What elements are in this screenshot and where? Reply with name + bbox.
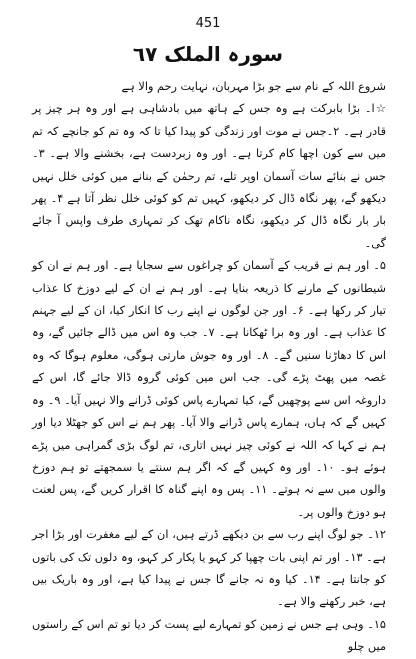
paragraph-verses-12-14: ۱۲۔ جو لوگ اپنے رب سے بن دیکھے ڈرتے ہیں، ان کے لیے مغفرت اور بڑا اجر ہے۔ ۱۳۔ اور تم اپنی بات چھپا کر کہو یا پکار کر کہو، وہ دلوں تک کی باتوں کو جانتا ہے۔ ۱۴۔ کیا وہ نہ جانے گا جس نے پیدا کیا ہے، اور وہ باریک بیں ہے، خبر رکھنے والا ہے۔ (32, 528, 386, 609)
page-number: 451 (195, 16, 221, 31)
paragraph-verses-1-4: ☆ا۔ بڑا بابرکت ہے وہ جس کے ہاتھ میں بادشاہی ہے اور وہ ہر چیز پر قادر ہے۔ ۲۔جس نے موت اور زندگی کو پیدا کیا تا کہ وہ تم کو جانچے کہ تم میں سے کون اچھا کام کرتا ہے۔ اور وہ زبردست ہے، بخشنے والا ہے۔ ۳۔جس نے بنائے سات آسمان اوپر تلے، تم رحمٰن کے بنانے میں کوئی خلل نہیں دیکھو گے، پھر نگاہ ڈال کر دیکھو، کہیں تم کو کوئی خلل نظر آتا ہے ۴۔ پھر بار بار نگاہ ڈال کر دیکھو، نگاہ ناکام تھک کر تمہاری طرف واپس آ جائے گی۔ (32, 102, 386, 250)
bismillah-line: شروع اللہ کے نام سے جو بڑا مہربان، نہایت رحم والا ہے (121, 80, 386, 93)
translation-text (32, 76, 386, 659)
surah-title: سورہ الملک ٦٧ (132, 42, 284, 66)
paragraph-verse-15: ۱۵۔ وہی ہے جس نے زمین کو تمہارے لیے پست کر دیا تو تم اس کے راستوں میں چلو (32, 617, 386, 654)
paragraph-verses-5-11: ۵۔ اور ہم نے قریب کے آسمان کو چراغوں سے سجایا ہے۔ اور ہم نے ان کو شیطانوں کے مارنے کا ذریعہ بنایا ہے۔ اور ہم نے ان کے لیے دوزخ کا عذاب تیار کر رکھا ہے۔ ۶۔ اور جن لوگوں نے اپنے رب کا انکار کیا، ان کے لیے جہنم کا عذاب ہے۔ اور وہ برا ٹھکانا ہے۔ ۷۔ جب وہ اس میں ڈالے جائیں گے، وہ اس کا دھاڑنا سنیں گے۔ ۸۔ اور وہ جوش مارتی ہوگی، معلوم ہوگا کہ وہ غصہ میں پھٹ پڑے گی۔ جب اس میں کوئی گروہ ڈالا جائے گا، اس کے داروغہ اس سے پوچھیں گے، کیا تمہارے پاس کوئی ڈرانے والا نہیں آیا۔ ۹۔ وہ کہیں گے کہ ہاں، ہمارے پاس ڈرانے والا آیا۔ پھر ہم نے اس کو جھٹلا دیا اور ہم نے کہا کہ اللہ نے کوئی چیز نہیں اتاری، تم لوگ بڑی گمراہی میں پڑے ہوئے ہو۔ ۱۰۔ اور وہ کہیں گے کہ اگر ہم سنتے یا سمجھتے تو ہم دوزخ والوں میں سے نہ ہوتے۔ ۱۱۔ پس وہ اپنے گناہ کا اقرار کریں گے، پس لعنت ہو دوزخ والوں پر۔ (32, 259, 386, 519)
